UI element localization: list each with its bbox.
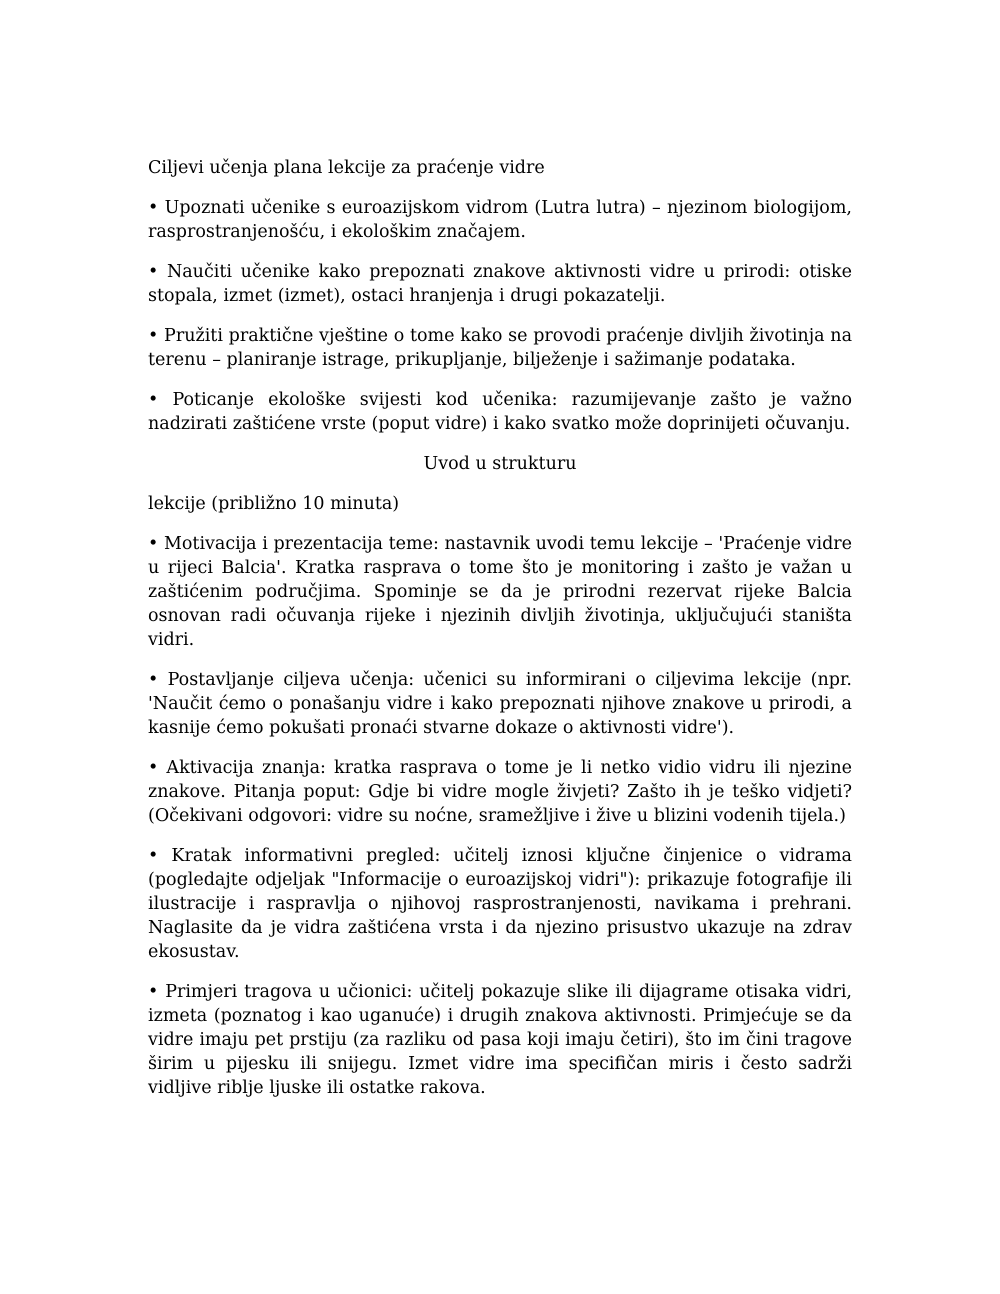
document-page xyxy=(148,156,852,1116)
objective-paragraph: • Poticanje ekološke svijesti kod učenika: razumijevanje zašto je važno nadzirati zaštićene vrste (poput vidre) i kako svatko može doprinijeti očuvanju. xyxy=(148,390,852,434)
objective-paragraph: • Naučiti učenike kako prepoznati znakove aktivnosti vidre u prirodi: otiske stopala, izmet (izmet), ostaci hranjenja i drugi pokazatelji. xyxy=(148,262,852,306)
intro-paragraph: • Aktivacija znanja: kratka rasprava o tome je li netko vidio vidru ili njezine znakove. Pitanja poput: Gdje bi vidre mogle živjeti? Zašto ih je teško vidjeti? (Očekivani odgovori: vidre su noćne, sramežljive i žive u blizini vodenih tijela.) xyxy=(148,758,852,826)
intro-paragraph: • Kratak informativni pregled: učitelj iznosi ključne činjenice o vidrama (pogledajte odjeljak "Informacije o euroazijskoj vidri"): prikazuje fotografije ili ilustracije i raspravlja o njihovoj rasprostranjenosti, navikama i prehrani. Naglasite da je vidra zaštićena vrsta i da njezino prisustvo ukazuje na zdrav ekosustav. xyxy=(148,846,852,962)
intro-paragraph: • Postavljanje ciljeva učenja: učenici su informirani o ciljevima lekcije (npr. 'Naučit ćemo o ponašanju vidre i kako prepoznati njihove znakove u prirodi, a kasnije ćemo pokušati pronaći stvarne dokaze o aktivnosti vidre'). xyxy=(148,670,852,738)
intro-paragraph: • Primjeri tragova u učionici: učitelj pokazuje slike ili dijagrame otisaka vidri, izmeta (poznatog i kao uganuće) i drugih znakova aktivnosti. Primjećuje se da vidre imaju pet prstiju (za razliku od pasa koji imaju četiri), što im čini tragove širim u pijesku ili snijegu. Izmet vidre ima specifičan miris i često sadrži vidljive riblje ljuske ili ostatke rakova. xyxy=(148,982,852,1098)
document-title: Ciljevi učenja plana lekcije za praćenje vidre xyxy=(148,158,545,178)
objective-paragraph: • Upoznati učenike s euroazijskom vidrom (Lutra lutra) – njezinom biologijom, rasprostranjenošću, i ekološkim značajem. xyxy=(148,198,852,242)
objective-paragraph: • Pružiti praktične vještine o tome kako se provodi praćenje divljih životinja na terenu – planiranje istrage, prikupljanje, bilježenje i sažimanje podataka. xyxy=(148,326,852,370)
section-subheading: lekcije (približno 10 minuta) xyxy=(148,494,400,514)
section-heading: Uvod u strukturu xyxy=(423,454,577,474)
intro-paragraph: • Motivacija i prezentacija teme: nastavnik uvodi temu lekcije – 'Praćenje vidre u rijeci Balcia'. Kratka rasprava o tome što je monitoring i zašto je važan u zaštićenim područjima. Spominje se da je prirodni rezervat rijeke Balcia osnovan radi očuvanja rijeke i njezinih divljih životinja, uključujući staništa vidri. xyxy=(148,534,852,650)
